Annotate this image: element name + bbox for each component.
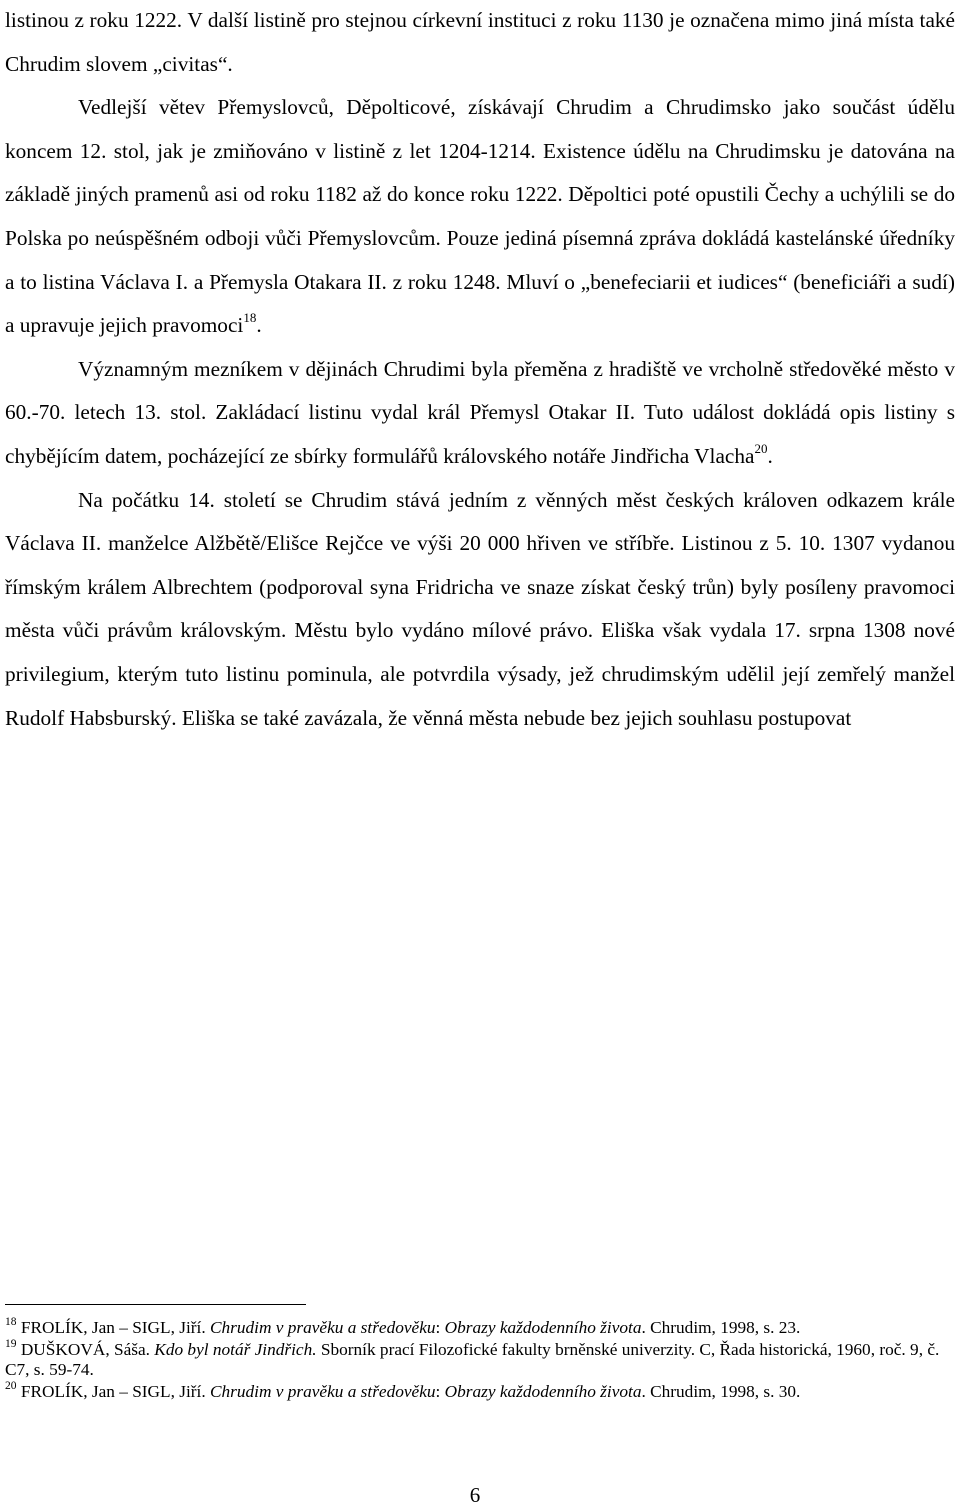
document-page <box>5 0 955 1509</box>
footnote-separator-colon: : <box>435 1318 441 1337</box>
footnote-authors: FROLÍK, Jan – SIGL, Jiří. <box>20 1318 206 1337</box>
footnote-separator-colon: : <box>435 1381 441 1401</box>
paragraph-text: . <box>256 313 262 338</box>
footnote-subtitle: Obrazy každodenního života <box>444 1381 642 1401</box>
footnote <box>5 1379 955 1403</box>
footnote-authors: FROLÍK, Jan – SIGL, Jiří. <box>20 1381 206 1401</box>
paragraph-text: Na počátku 14. století se Chrudim stává jedním z věnných měst českých královen odkazem krále Václava II. manželce Alžbětě/Elišce Rejčce ve výši 20 000 hřiven ve stříbře. Listinou z 5. 10. 1307 vydanou římským králem Albrechtem (podporoval syna Fridricha ve snaze získat český trůn) byly posíleny pravomoci města vůči právům královským. Městu bylo vydáno mílové právo. Eliška však vydala 17. srpna 1308 nové privilegium, kterým tuto listinu pominula, ale potvrdila výsady, jež chrudimským udělil její zemřelý manžel Rudolf Habsburský. Eliška se také zavázala, že věnná města nebude bez jejich souhlasu postupovat <box>5 487 955 730</box>
body-text <box>5 0 955 740</box>
footnote-citation: . Chrudim, 1998, s. 30. <box>641 1381 801 1401</box>
paragraph <box>5 348 955 479</box>
footnote-authors: DUŠKOVÁ, Sáša. <box>20 1339 150 1359</box>
footnote-title: Chrudim v pravěku a středověku <box>209 1318 436 1337</box>
paragraph-text: Vedlejší větev Přemyslovců, Děpolticové, získávají Chrudim a Chrudimsko jako součást údělu koncem 12. stol, jak je zmiňováno v listině z let 1204-1214. Existence údělu na Chrudimsku je datována na základě jiných pramenů asi od roku 1182 až do konce roku 1222. Děpoltici poté opustili Čechy a uchýlili se do Polska po neúspěšném odboji vůči Přemyslovcům. Pouze jediná písemná zpráva dokládá kastelánské úředníky a to listina Václava I. a Přemysla Otakara II. z roku 1248. Mluví o „benefeciarii et iudices“ (beneficiáři a sudí) a upravuje jejich pravomoci <box>5 95 955 338</box>
footnote-number: 20 <box>5 1379 17 1392</box>
footnote-title: Chrudim v pravěku a středověku <box>209 1381 436 1401</box>
footnotes <box>5 1318 955 1403</box>
paragraph <box>5 86 955 348</box>
paragraph <box>5 0 955 86</box>
page-number: 6 <box>469 1483 481 1507</box>
footnote-citation: . Chrudim, 1998, s. 23. <box>641 1318 801 1337</box>
footnote-title: Kdo byl notář Jindřich. <box>154 1339 317 1359</box>
footnote-subtitle: Obrazy každodenního života <box>444 1318 642 1337</box>
footnote-reference[interactable]: 20 <box>754 440 768 456</box>
paragraph <box>5 479 955 741</box>
footnote-reference[interactable]: 18 <box>243 310 257 326</box>
footnote <box>5 1337 955 1381</box>
paragraph-text: Významným mezníkem v dějinách Chrudimi byla přeměna z hradiště ve vrcholně středověké město v 60.-70. letech 13. stol. Zakládací listinu vydal král Přemysl Otakar II. Tuto událost dokládá opis listiny s chybějícím datem, pocházející ze sbírky formulářů královského notáře Jindřicha Vlacha <box>5 356 955 468</box>
footnote-citation: Sborník prací Filozofické fakulty brněnské univerzity. C, Řada historická, 1960, roč. 9, č. C7, s. 59-74. <box>5 1339 940 1379</box>
paragraph-text: . <box>767 443 773 468</box>
paragraph-text: listinou z roku 1222. V další listině pro stejnou církevní instituci z roku 1130 je označena mimo jiná místa také Chrudim slovem „civitas“. <box>5 8 955 76</box>
footnote-number: 19 <box>5 1337 17 1350</box>
footnote-separator <box>5 1304 306 1305</box>
footnote <box>5 1318 955 1339</box>
footnote-number: 18 <box>5 1316 17 1329</box>
